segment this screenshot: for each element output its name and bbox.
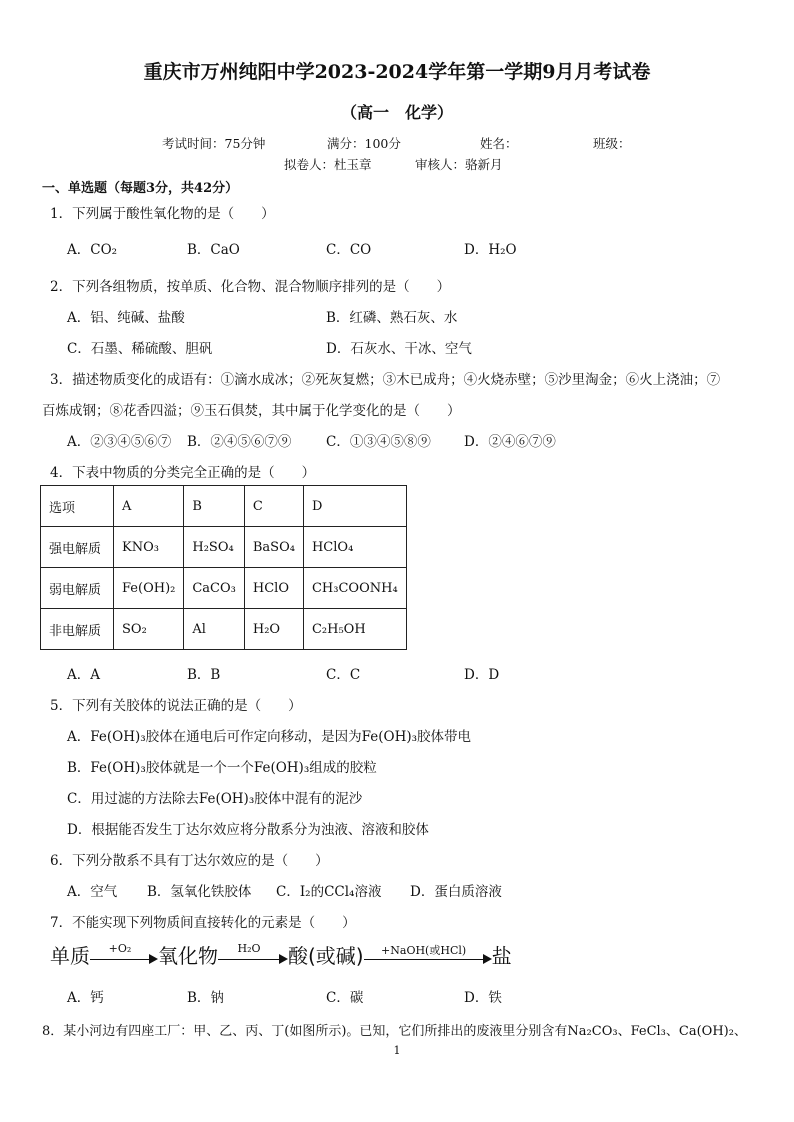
- table-cell: KNO₃: [114, 527, 184, 568]
- question-6-stem: 6．下列分散系不具有丁达尔效应的是（ ）: [50, 853, 329, 869]
- arrow-label: +NaOH(或HCl): [381, 943, 467, 957]
- substance-element: 单质: [50, 944, 90, 968]
- arrow-label: +O₂: [108, 941, 132, 955]
- question-2-option-d[interactable]: D．石灰水、干冰、空气: [326, 341, 472, 357]
- table-cell: CH₃COONH₄: [303, 568, 406, 609]
- question-2-option-c[interactable]: C．石墨、稀硫酸、胆矾: [67, 341, 213, 357]
- question-7-option-a[interactable]: A．钙: [67, 990, 104, 1006]
- question-2-option-b[interactable]: B．红磷、熟石灰、水: [326, 310, 458, 326]
- question-4-option-c[interactable]: C．C: [326, 667, 361, 683]
- question-1-stem: 1．下列属于酸性氧化物的是（ ）: [50, 206, 275, 222]
- section-heading: 一、单选题（每题3分，共42分）: [42, 181, 239, 196]
- table-cell: Fe(OH)₂: [114, 568, 184, 609]
- full-score: 满分：100分: [327, 136, 401, 151]
- table-cell: C₂H₅OH: [303, 609, 406, 650]
- table-cell: 弱电解质: [41, 568, 114, 609]
- conversion-equation: [50, 940, 512, 969]
- question-6-option-a[interactable]: A．空气: [67, 884, 118, 900]
- question-4-option-a[interactable]: A．A: [67, 667, 100, 683]
- reaction-arrow-icon: [364, 943, 492, 968]
- exam-subtitle: （高一 化学）: [340, 103, 453, 122]
- table-cell: C: [244, 486, 303, 527]
- name-label: 姓名：: [480, 136, 518, 151]
- question-1-option-a[interactable]: A．CO₂: [67, 242, 118, 258]
- author: 拟卷人：杜玉章: [284, 157, 372, 172]
- table-cell: D: [303, 486, 406, 527]
- question-3-option-b[interactable]: B．②④⑤⑥⑦⑨: [187, 434, 292, 450]
- exam-time: 考试时间：75分钟: [162, 136, 266, 151]
- substance-acid: 酸: [288, 944, 308, 968]
- question-1-option-c[interactable]: C．CO: [326, 242, 372, 258]
- reaction-arrow-icon: [90, 941, 158, 968]
- table-cell: A: [114, 486, 184, 527]
- table-cell: H₂O: [244, 609, 303, 650]
- question-6-option-b[interactable]: B．氢氧化铁胶体: [147, 884, 252, 900]
- table-cell: BaSO₄: [244, 527, 303, 568]
- question-8-stem: 8．某小河边有四座工厂：甲、乙、丙、丁(如图所示)。已知，它们所排出的废液里分别含有Na₂CO₃、FeCl₃、Ca(OH)₂、: [42, 1024, 747, 1039]
- exam-title: 重庆市万州纯阳中学2023-2024学年第一学期9月月考试卷: [143, 61, 651, 83]
- table-cell: 强电解质: [41, 527, 114, 568]
- question-6-option-d[interactable]: D．蛋白质溶液: [410, 884, 502, 900]
- question-2-stem: 2．下列各组物质，按单质、化合物、混合物顺序排列的是（ ）: [50, 279, 451, 295]
- question-2-option-a[interactable]: A．铝、纯碱、盐酸: [67, 310, 185, 326]
- question-7-option-c[interactable]: C．碳: [326, 990, 364, 1006]
- table-cell: H₂SO₄: [184, 527, 245, 568]
- question-7-option-d[interactable]: D．铁: [464, 990, 502, 1006]
- substance-salt: 盐: [491, 944, 512, 968]
- page-number: 1: [393, 1044, 401, 1057]
- table-row: [41, 486, 407, 527]
- question-5-option-a[interactable]: A．Fe(OH)₃胶体在通电后可作定向移动，是因为Fe(OH)₃胶体带电: [67, 729, 472, 745]
- question-3-option-c[interactable]: C．①③④⑤⑧⑨: [326, 434, 431, 450]
- arrow-label: H₂O: [237, 941, 261, 955]
- substance-oxide: 氧化物: [158, 944, 218, 968]
- table-cell: 选项: [41, 486, 114, 527]
- question-5-option-b[interactable]: B．Fe(OH)₃胶体就是一个一个Fe(OH)₃组成的胶粒: [67, 760, 377, 776]
- reaction-arrow-icon: [218, 941, 288, 968]
- question-1-option-d[interactable]: D．H₂O: [464, 242, 517, 258]
- question-3-option-d[interactable]: D．②④⑥⑦⑨: [464, 434, 556, 450]
- question-7-option-b[interactable]: B．钠: [187, 990, 224, 1006]
- table-cell: HClO₄: [303, 527, 406, 568]
- table-cell: 非电解质: [41, 609, 114, 650]
- question-3-stem-line2: 百炼成钢；⑧花香四溢；⑨玉石俱焚，其中属于化学变化的是（ ）: [42, 403, 461, 419]
- question-5-option-c[interactable]: C．用过滤的方法除去Fe(OH)₃胶体中混有的泥沙: [67, 791, 363, 807]
- table-cell: CaCO₃: [184, 568, 245, 609]
- table-row: [41, 609, 407, 650]
- question-6-option-c[interactable]: C．I₂的CCl₄溶液: [276, 884, 382, 900]
- table-cell: B: [184, 486, 245, 527]
- question-7-stem: 7．不能实现下列物质间直接转化的元素是（ ）: [50, 915, 356, 931]
- question-1-option-b[interactable]: B．CaO: [187, 242, 240, 258]
- question-5-stem: 5．下列有关胶体的说法正确的是（ ）: [50, 698, 302, 714]
- reviewer: 审核人：骆新月: [415, 157, 503, 172]
- table-row: [41, 568, 407, 609]
- question-4-stem: 4．下表中物质的分类完全正确的是（ ）: [50, 465, 316, 481]
- class-label: 班级：: [593, 136, 631, 151]
- question-5-option-d[interactable]: D．根据能否发生丁达尔效应将分散系分为浊液、溶液和胶体: [67, 822, 429, 838]
- question-3-stem-line1: 3．描述物质变化的成语有：①滴水成冰；②死灰复燃；③木已成舟；④火烧赤壁；⑤沙里淘金；⑥火上浇油；⑦: [50, 372, 721, 388]
- table-cell: Al: [184, 609, 245, 650]
- table-cell: HClO: [244, 568, 303, 609]
- table-cell: SO₂: [114, 609, 184, 650]
- classification-table: [40, 485, 407, 650]
- substance-base-alt: (或碱): [308, 944, 364, 968]
- question-4-option-b[interactable]: B．B: [187, 667, 221, 683]
- question-3-option-a[interactable]: A．②③④⑤⑥⑦: [67, 434, 172, 450]
- question-4-option-d[interactable]: D．D: [464, 667, 500, 683]
- table-row: [41, 527, 407, 568]
